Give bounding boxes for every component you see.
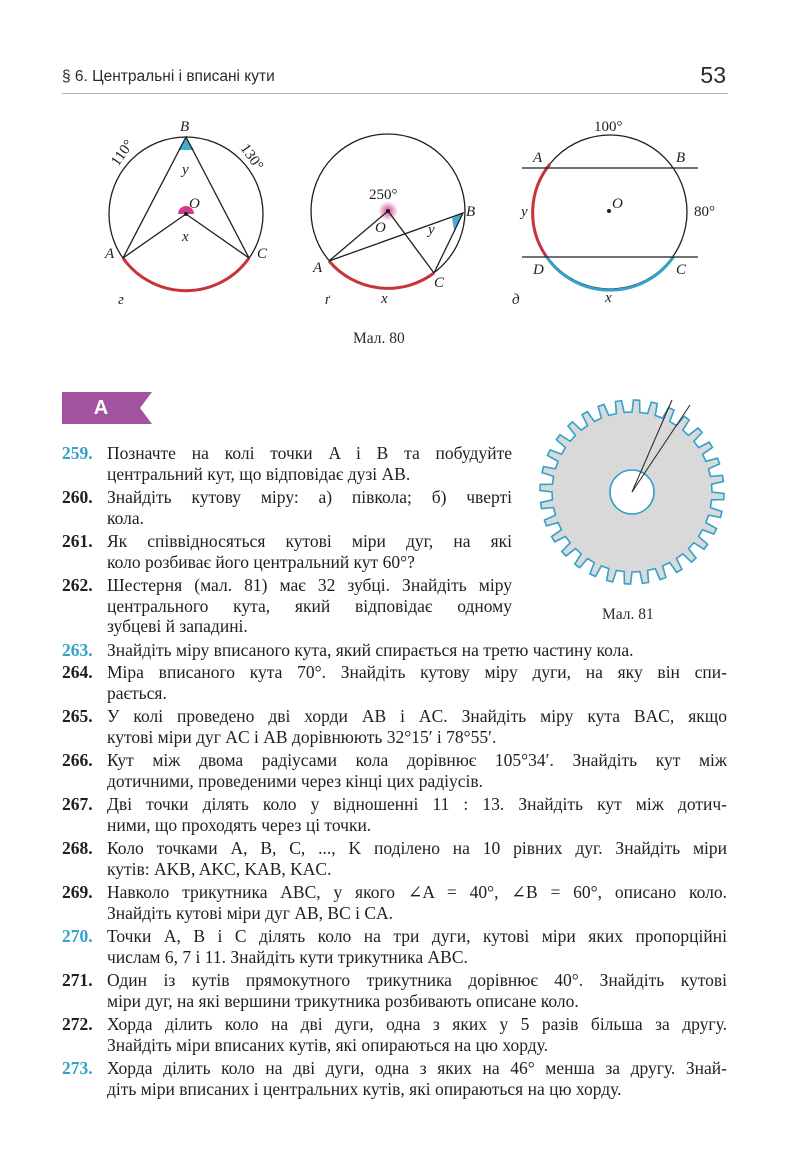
label-x: x bbox=[182, 229, 189, 245]
problem-line: центральний кут, що відповідає дузі AB. bbox=[107, 463, 411, 484]
label-o: O bbox=[375, 220, 386, 236]
problem-number: 271. bbox=[62, 970, 93, 990]
problem-line: кола. bbox=[107, 507, 145, 528]
figure-81-caption: Мал. 81 bbox=[602, 606, 654, 623]
center-dot bbox=[184, 212, 188, 216]
arc-dc bbox=[546, 256, 674, 290]
problem-text bbox=[107, 662, 727, 703]
label-c: C bbox=[676, 262, 687, 278]
problem-number: 264. bbox=[62, 662, 93, 682]
problem-line: Знайдіть міри вписаних кутів, які опираються на цю хорду. bbox=[107, 1034, 548, 1055]
problem-number: 265. bbox=[62, 706, 93, 726]
problem-number: 272. bbox=[62, 1014, 93, 1034]
problem-line: діть міри вписаних і центральних кутів, які опираються на цю хорду. bbox=[107, 1078, 622, 1099]
problem-265 bbox=[62, 706, 727, 747]
label-y: y bbox=[182, 162, 189, 178]
problem-line: Як співвідносяться кутові міри дуг, на які bbox=[107, 531, 512, 551]
problem-line: Міра вписаного кута 70°. Знайдіть кутову міру дуги, на яку він спи- bbox=[107, 662, 727, 682]
problem-number: 262. bbox=[62, 575, 93, 595]
label-a: A bbox=[533, 150, 543, 166]
problem-text bbox=[107, 882, 727, 923]
problem-line: коло розбиває його центральний кут 60°? bbox=[107, 551, 415, 572]
problem-line: Знайдіть кутові міри дуг AB, BC і CA. bbox=[107, 902, 394, 923]
level-label: А bbox=[93, 397, 109, 419]
label-o: O bbox=[189, 196, 200, 212]
arc-ad bbox=[533, 164, 550, 256]
problem-260 bbox=[62, 487, 512, 528]
label-c: C bbox=[434, 275, 445, 291]
label-angle-250: 250° bbox=[369, 187, 398, 203]
problem-line: дотичними, проведеними через кінці цих радіусів. bbox=[107, 770, 484, 791]
center-dot bbox=[386, 209, 390, 213]
problem-270 bbox=[62, 926, 727, 967]
label-arc-100: 100° bbox=[594, 119, 623, 135]
figure-80-gg bbox=[311, 134, 475, 308]
page-number: 53 bbox=[700, 62, 726, 88]
problem-line: Навколо трикутника ABC, у якого ∠A = 40°, ∠B = 60°, описано коло. bbox=[107, 882, 727, 902]
label-o: O bbox=[612, 196, 623, 212]
problem-text bbox=[107, 838, 727, 879]
problem-line: Коло точками A, B, C, ..., K поділено на 10 рівних дуг. Знайдіть міри bbox=[107, 838, 727, 858]
problem-number: 259. bbox=[62, 443, 93, 463]
problem-273 bbox=[62, 1058, 727, 1099]
problem-line: Хорда ділить коло на дві дуги, одна з яких на 46° менша за другу. Знай- bbox=[107, 1058, 727, 1078]
problem-text bbox=[107, 1058, 727, 1099]
figure-80-caption: Мал. 80 bbox=[353, 330, 405, 347]
label-arc-110: 110° bbox=[108, 137, 138, 170]
problem-line: кутові міри дуг AC і AB дорівнюють 32°15′ і 78°55′. bbox=[107, 726, 497, 747]
figure-80-d bbox=[512, 119, 715, 308]
problem-text bbox=[107, 487, 512, 528]
problem-272 bbox=[62, 1014, 727, 1055]
problem-number: 263. bbox=[62, 640, 93, 660]
problem-text bbox=[107, 575, 512, 637]
problem-267 bbox=[62, 794, 727, 835]
problem-line: Знайдіть кутову міру: а) півкола; б) чверті bbox=[107, 487, 512, 507]
problem-line: числам 6, 7 і 11. Знайдіть кути трикутника ABC. bbox=[107, 946, 468, 967]
problem-269 bbox=[62, 882, 727, 923]
problem-line: Хорда ділить коло на дві дуги, одна з яких у 5 разів більша за другу. bbox=[107, 1014, 727, 1034]
problem-261 bbox=[62, 531, 512, 572]
problem-text bbox=[107, 1014, 727, 1055]
problem-number: 261. bbox=[62, 531, 93, 551]
problem-number: 266. bbox=[62, 750, 93, 770]
problem-line: Один із кутів прямокутного трикутника дорівнює 40°. Знайдіть кутові bbox=[107, 970, 727, 990]
problem-text bbox=[107, 970, 727, 1011]
problem-line: ними, що проходять через ці точки. bbox=[107, 814, 372, 835]
problem-text bbox=[107, 926, 727, 967]
label-x: x bbox=[381, 291, 388, 307]
problem-line: міри дуг, на які вершини трикутника розбивають описане коло. bbox=[107, 990, 579, 1011]
label-arc-130: 130° bbox=[236, 141, 267, 174]
problem-line: Дві точки ділять коло у відношенні 11 : 13. Знайдіть кут між дотич- bbox=[107, 794, 727, 814]
problem-line: Знайдіть міру вписаного кута, який спирається на третю частину кола. bbox=[107, 640, 634, 660]
arc-ac bbox=[123, 258, 249, 291]
problem-line: центрального кута, який відповідає одному bbox=[107, 595, 512, 616]
problem-number: 267. bbox=[62, 794, 93, 814]
problem-271 bbox=[62, 970, 727, 1011]
problem-line: Точки A, B і C ділять коло на три дуги, кутові міри яких пропорційні bbox=[107, 926, 727, 946]
problem-264 bbox=[62, 662, 727, 703]
problem-text bbox=[107, 640, 727, 661]
problem-text bbox=[107, 750, 727, 791]
problem-line: рається. bbox=[107, 682, 167, 703]
problem-number: 268. bbox=[62, 838, 93, 858]
problem-268 bbox=[62, 838, 727, 879]
subfig-label: д bbox=[512, 292, 520, 308]
subfig-label: г bbox=[118, 292, 124, 308]
label-a: A bbox=[313, 260, 323, 276]
label-arc-80: 80° bbox=[694, 204, 715, 220]
problem-line: Позначте на колі точки A і B та побудуйте bbox=[107, 443, 512, 463]
label-b: B bbox=[466, 204, 476, 220]
label-d: D bbox=[533, 262, 544, 278]
figure-80 bbox=[0, 0, 800, 330]
running-title: § 6. Центральні і вписані кути bbox=[62, 68, 275, 85]
figure-81-gear bbox=[530, 395, 730, 600]
label-b: B bbox=[180, 119, 190, 135]
center-dot bbox=[607, 209, 611, 213]
problem-line: У колі проведено дві хорди AB і AC. Знайдіть міру кута BAC, якщо bbox=[107, 706, 727, 726]
problem-line: Шестерня (мал. 81) має 32 зубці. Знайдіть міру bbox=[107, 575, 512, 595]
label-x: x bbox=[605, 290, 612, 306]
problem-text bbox=[107, 531, 512, 572]
label-c: C bbox=[257, 246, 268, 262]
label-b: B bbox=[676, 150, 686, 166]
label-y: y bbox=[428, 222, 435, 238]
problem-line: Кут між двома радіусами кола дорівнює 105°34′. Знайдіть кут між bbox=[107, 750, 727, 770]
problem-line: кутів: AKB, AKC, KAB, KAC. bbox=[107, 858, 332, 879]
arc-ac bbox=[329, 261, 434, 288]
problem-line: зубцеві й западині. bbox=[107, 616, 248, 636]
figure-80-g bbox=[104, 119, 268, 308]
problem-text bbox=[107, 794, 727, 835]
label-y: y bbox=[521, 204, 528, 220]
problem-262 bbox=[62, 575, 512, 637]
problem-number: 273. bbox=[62, 1058, 93, 1078]
problem-number: 270. bbox=[62, 926, 93, 946]
problem-text bbox=[107, 706, 727, 747]
problem-266 bbox=[62, 750, 727, 791]
problem-number: 269. bbox=[62, 882, 93, 902]
subfig-label: ґ bbox=[325, 292, 330, 308]
problem-259 bbox=[62, 443, 512, 484]
label-a: A bbox=[105, 246, 115, 262]
problem-text bbox=[107, 443, 512, 484]
problem-number: 260. bbox=[62, 487, 93, 507]
problem-263 bbox=[62, 640, 727, 661]
